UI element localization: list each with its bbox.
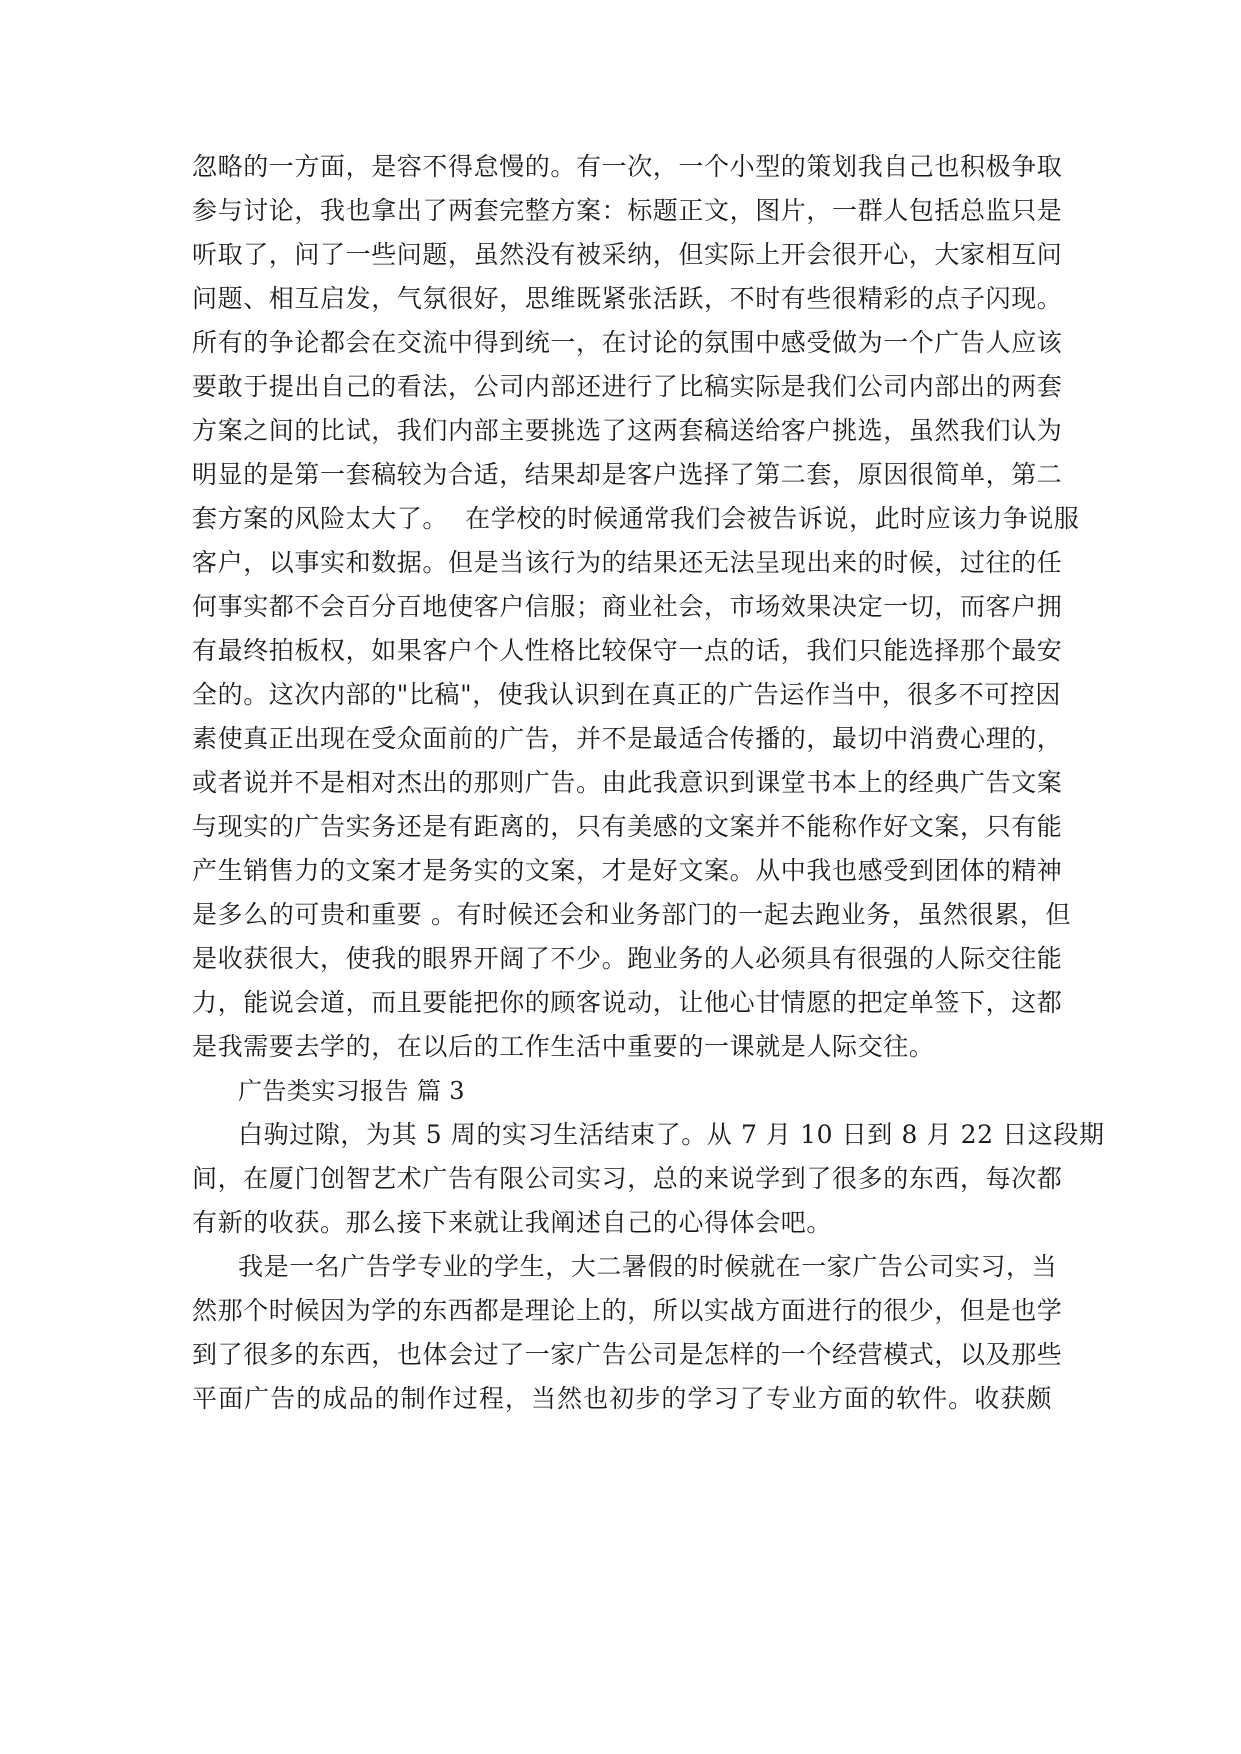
text-line: 有新的收获。那么接下来就让我阐述自己的心得体会吧。	[192, 1208, 833, 1237]
text-line: 全的。这次内部的"比稿"，使我认识到在真正的广告运作当中，很多不可控因	[192, 680, 1062, 709]
text-line: 套方案的风险太大了。 在学校的时候通常我们会被告诉说，此时应该力争说服	[192, 504, 1080, 533]
text-line: 间，在厦门创智艺术广告有限公司实习，总的来说学到了很多的东西，每次都	[192, 1164, 1063, 1193]
paragraph-background	[192, 1245, 1063, 1421]
text-line: 是我需要去学的，在以后的工作生活中重要的一课就是人际交往。	[192, 1032, 935, 1061]
document-body	[192, 145, 1105, 1421]
text-line: 素使真正出现在受众面前的广告，并不是最适合传播的，最切中消费心理的，	[192, 724, 1063, 753]
text-line: 有最终拍板权，如果客户个人性格比较保守一点的话，我们只能选择那个最安	[192, 636, 1063, 665]
text-line: 平面广告的成品的制作过程，当然也初步的学习了专业方面的软件。收获颇	[192, 1384, 1052, 1413]
text-line: 要敢于提出自己的看法，公司内部还进行了比稿实际是我们公司内部出的两套	[192, 372, 1063, 401]
paragraph-intro	[192, 1113, 1105, 1245]
text-line: 参与讨论，我也拿出了两套完整方案：标题正文，图片，一群人包括总监只是	[192, 196, 1063, 225]
text-line: 何事实都不会百分百地使客户信服；商业社会，市场效果决定一切，而客户拥	[192, 592, 1063, 621]
text-line: 我是一名广告学专业的学生，大二暑假的时候就在一家广告公司实习，当	[238, 1252, 1058, 1281]
text-line: 然那个时候因为学的东西都是理论上的，所以实战方面进行的很少，但是也学	[192, 1296, 1063, 1325]
text-line: 是收获很大，使我的眼界开阔了不少。跑业务的人必须具有很强的人际交往能	[192, 944, 1063, 973]
text-line: 与现实的广告实务还是有距离的，只有美感的文案并不能称作好文案，只有能	[192, 812, 1063, 841]
section-heading: 广告类实习报告 篇 3	[238, 1077, 465, 1105]
text-line: 听取了，问了一些问题，虽然没有被采纳，但实际上开会很开心，大家相互问	[192, 240, 1063, 269]
text-line: 是多么的可贵和重要 。有时候还会和业务部门的一起去跑业务，虽然很累，但	[192, 900, 1071, 929]
text-line: 或者说并不是相对杰出的那则广告。由此我意识到课堂书本上的经典广告文案	[192, 768, 1063, 797]
text-line: 所有的争论都会在交流中得到统一，在讨论的氛围中感受做为一个广告人应该	[192, 328, 1063, 357]
text-line: 忽略的一方面，是容不得怠慢的。有一次，一个小型的策划我自己也积极争取	[192, 152, 1063, 181]
paragraph-continued	[192, 145, 1080, 1069]
text-line: 力，能说会道，而且要能把你的顾客说动，让他心甘情愿的把定单签下，这都	[192, 988, 1063, 1017]
text-line: 白驹过隙，为其 5 周的实习生活结束了。从 7 月 10 日到 8 月 22 日这段期	[238, 1120, 1105, 1149]
text-line: 产生销售力的文案才是务实的文案，才是好文案。从中我也感受到团体的精神	[192, 856, 1063, 885]
text-line: 问题、相互启发，气氛很好，思维既紧张活跃，不时有些很精彩的点子闪现。	[192, 284, 1063, 313]
text-line: 客户，以事实和数据。但是当该行为的结果还无法呈现出来的时候，过往的任	[192, 548, 1063, 577]
text-line: 到了很多的东西，也体会过了一家广告公司是怎样的一个经营模式，以及那些	[192, 1340, 1063, 1369]
text-line: 方案之间的比试，我们内部主要挑选了这两套稿送给客户挑选，虽然我们认为	[192, 416, 1063, 445]
text-line: 明显的是第一套稿较为合适，结果却是客户选择了第二套，原因很简单，第二	[192, 460, 1063, 489]
